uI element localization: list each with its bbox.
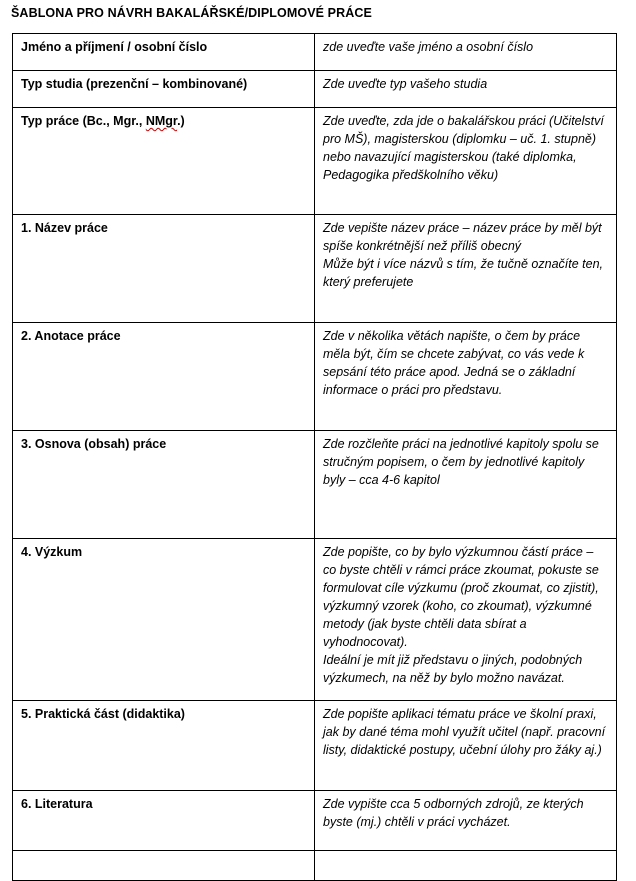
paragraph: Zde vepište název práce – název práce by měl být spíše konkrétnější než příliš obecný bbox=[323, 221, 602, 253]
row-text-thesis-title[interactable] bbox=[315, 215, 617, 323]
row-label-practical-part[interactable]: 5. Praktická část (didaktika) bbox=[13, 701, 315, 791]
row-text-practical-part[interactable]: Zde popište aplikaci tématu práce ve školní praxi, jak by dané téma mohl využít učitel (např. pracovní listy, didaktické postupy, učební úlohy pro žáky aj.) bbox=[315, 701, 617, 791]
row-label-thesis-title[interactable]: 1. Název práce bbox=[13, 215, 315, 323]
table-row bbox=[13, 108, 617, 215]
table-row bbox=[13, 851, 617, 881]
table-row bbox=[13, 71, 617, 108]
row-text-name[interactable]: zde uveďte vaše jméno a osobní číslo bbox=[315, 34, 617, 71]
table-row bbox=[13, 701, 617, 791]
table-row bbox=[13, 431, 617, 539]
row-label-study-type[interactable]: Typ studia (prezenční – kombinované) bbox=[13, 71, 315, 108]
row-text-research[interactable] bbox=[315, 539, 617, 701]
spellcheck-flagged-word: NMgr bbox=[145, 114, 178, 128]
row-label-literature[interactable]: 6. Literatura bbox=[13, 791, 315, 851]
row-label-annotation[interactable]: 2. Anotace práce bbox=[13, 323, 315, 431]
table-row bbox=[13, 34, 617, 71]
row-label-name[interactable]: Jméno a příjmení / osobní číslo bbox=[13, 34, 315, 71]
row-text-empty[interactable] bbox=[315, 851, 617, 881]
paragraph: Může být i více názvů s tím, že tučně označíte ten, který preferujete bbox=[323, 257, 603, 289]
table-row bbox=[13, 791, 617, 851]
paragraph: Ideální je mít již představu o jiných, podobných výzkumech, na něž by bylo možno navázat. bbox=[323, 653, 583, 685]
paragraph: Zde popište, co by bylo výzkumnou částí práce – co byste chtěli v rámci práce zkoumat, pokuste se formulovat cíle výzkumu (proč zkoumat, co zjistit), výzkumný vzorek (koho, co zkoumat), výzkumné metody (jak byste chtěli data sbírat a vyhodnocovat). bbox=[323, 545, 599, 649]
table-row bbox=[13, 215, 617, 323]
row-label-research[interactable]: 4. Výzkum bbox=[13, 539, 315, 701]
document-title: ŠABLONA PRO NÁVRH BAKALÁŘSKÉ/DIPLOMOVÉ PRÁCE bbox=[11, 6, 372, 20]
template-table bbox=[12, 33, 617, 881]
row-text-outline[interactable]: Zde rozčleňte práci na jednotlivé kapitoly spolu se stručným popisem, o čem by jednotlivé kapitoly byly – cca 4-6 kapitol bbox=[315, 431, 617, 539]
row-label-thesis-type[interactable] bbox=[13, 108, 315, 215]
label-part: .) bbox=[177, 114, 185, 128]
row-text-literature[interactable]: Zde vypište cca 5 odborných zdrojů, ze kterých byste (mj.) chtěli v práci vycházet. bbox=[315, 791, 617, 851]
row-text-thesis-type[interactable]: Zde uveďte, zda jde o bakalářskou práci (Učitelství pro MŠ), magisterskou (diplomku – uč. 1. stupně) nebo navazující magisterskou (také diplomka, Pedagogika předškolního věku) bbox=[315, 108, 617, 215]
row-text-study-type[interactable]: Zde uveďte typ vašeho studia bbox=[315, 71, 617, 108]
row-label-outline[interactable]: 3. Osnova (obsah) práce bbox=[13, 431, 315, 539]
row-text-annotation[interactable]: Zde v několika větách napište, o čem by práce měla být, čím se chcete zabývat, co vás vede k sepsání této práce apod. Jedná se o základní informace o práci pro představu. bbox=[315, 323, 617, 431]
row-label-empty[interactable] bbox=[13, 851, 315, 881]
label-part: Typ práce (Bc., Mgr., bbox=[21, 114, 146, 128]
table-row bbox=[13, 539, 617, 701]
table-row bbox=[13, 323, 617, 431]
